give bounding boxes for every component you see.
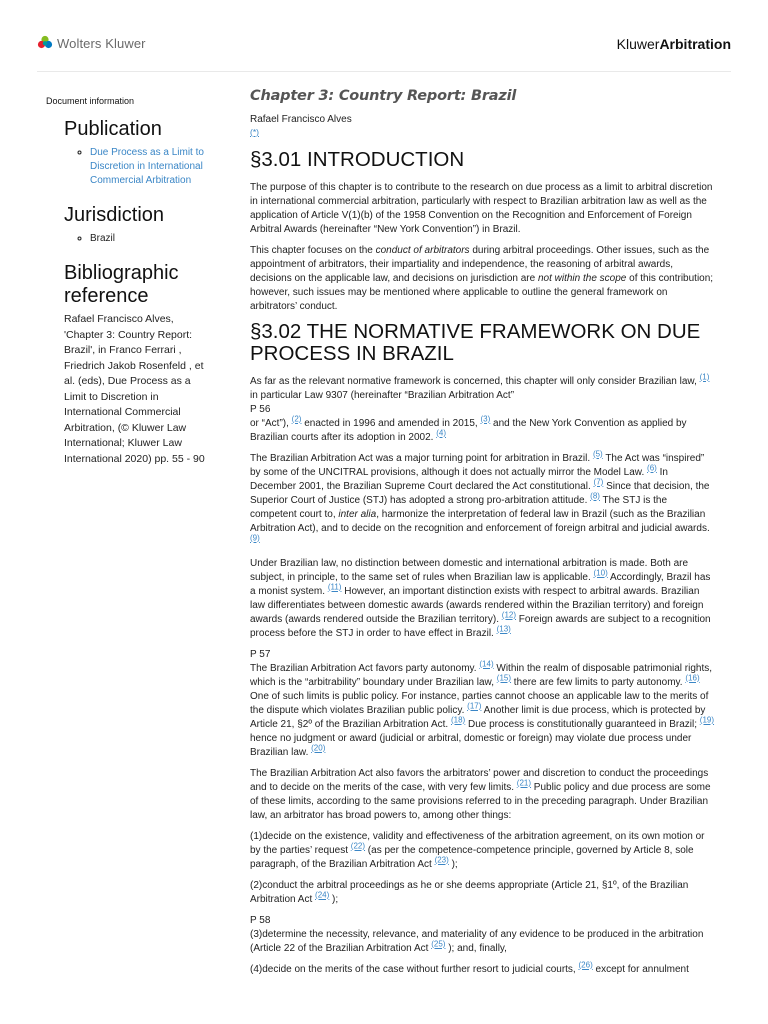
footnote-ref-25[interactable]: (25)	[431, 939, 446, 949]
text-span: ); and, finally,	[445, 943, 507, 954]
text-span: The Brazilian Arbitration Act favors party autonomy.	[250, 663, 480, 674]
emphasis-text: inter alia	[338, 509, 377, 520]
footnote-ref-8[interactable]: (8)	[590, 491, 600, 501]
paragraph	[250, 449, 716, 550]
footnote-ref-13[interactable]: (13)	[496, 624, 511, 634]
header-divider	[37, 71, 731, 72]
text-span: However, an important distinction exists with respect to arbitral awards. Brazilian law differentiates between domestic awards (awards rendered within the Brazilian territory) and foreign awards (awards rendered outside the Brazilian territory).	[250, 586, 704, 625]
text-span: The Act was “inspired” by some of the UNCITRAL provisions, although it does not actually mirror the Model Law.	[250, 453, 705, 478]
text-span: Another limit is due process, which is protected by Article 21, §2º of the Brazilian Arbitration Act.	[250, 705, 706, 730]
text-span: The Brazilian Arbitration Act was a major turning point for arbitration in Brazil.	[250, 453, 593, 464]
paragraph	[250, 372, 716, 445]
section-heading-introduction: §3.01 INTRODUCTION	[250, 148, 465, 171]
text-span: or “Act”),	[250, 418, 292, 429]
text-span: As far as the relevant normative framework is concerned, this chapter will only consider Brazilian law,	[250, 376, 700, 387]
kluwer-arbitration-logo[interactable]	[617, 36, 731, 52]
text-span: The Brazilian Arbitration Act also favors the arbitrators’ power and discretion to conduct the proceedings and to decide on the merits of the case, with very few limits.	[250, 768, 709, 793]
page-marker-56: P 56	[250, 404, 271, 415]
list-paragraph	[250, 879, 716, 907]
footnote-ref-21[interactable]: (21)	[516, 778, 532, 788]
text-span: (3)determine the necessity, relevance, and materiality of any evidence to be produced in the arbitration (Article 22 of the Brazilian Arbitration Act	[250, 929, 704, 954]
list-paragraph	[250, 914, 716, 956]
footnote-ref-10[interactable]: (10)	[593, 568, 608, 578]
bibliographic-reference-text: Rafael Francisco Alves, 'Chapter 3: Country Report: Brazil', in Franco Ferrari , Friedrich Jakob Rosenfeld , et al. (eds), Due Process as a Limit to Discretion in International Commercial Arbitration, (© Kluwer Law International; Kluwer Law International 2020) pp. 55 - 90	[64, 313, 205, 465]
text-span: (as per the competence-competence principle, governed by Article 8, sole paragraph, of the Brazilian Arbitration Act	[250, 845, 694, 870]
text-span: );	[448, 859, 458, 870]
footnote-ref-3[interactable]: (3)	[480, 414, 491, 424]
jurisdiction-item: ◦ Brazil	[90, 232, 206, 246]
text-span: Public policy and due process are some of these limits, according to the same provisions referred to in the preceding paragraph. Under Brazilian law, an arbitrator has broad powers to, among other things:	[250, 782, 711, 821]
text-span: (2)conduct the arbitral proceedings as he or she deems appropriate (Article 21, §1º, of the Brazilian Arbitration Act	[250, 880, 689, 905]
footnote-ref-24[interactable]: (24)	[315, 890, 330, 900]
paragraph	[250, 557, 716, 641]
publication-heading: Publication	[64, 118, 162, 140]
emphasis-text: not within the scope	[537, 273, 627, 284]
text-span: in particular Law 9307 (hereinafter “Brazilian Arbitration Act”	[250, 390, 515, 401]
paragraph	[250, 767, 716, 823]
document-information-label: Document information	[46, 96, 135, 106]
text-span: hence no judgment or award (judicial or arbitral, domestic or foreign) may violate due process under Brazilian law.	[250, 733, 692, 758]
text-span: , harmonize the interpretation of federal law in Brazil (such as the Brazilian Arbitration Act), and to decide on the recognition and enforcement of foreign arbitral and judicial awards.	[250, 509, 710, 534]
text-span: and the New York Convention as applied by Brazilian courts after its adoption in 2002.	[250, 418, 687, 443]
text-span: there are few limits to party autonomy.	[511, 677, 686, 688]
text-span: Accordingly, Brazil has a monist system.	[250, 572, 711, 597]
footnote-ref-5[interactable]: (5)	[592, 449, 603, 459]
list-paragraph	[250, 960, 716, 977]
text-span: enacted in 1996 and amended in 2015,	[301, 418, 481, 429]
footnote-ref-26[interactable]: (26)	[578, 960, 593, 970]
publication-link[interactable]: Due Process as a Limit to Discretion in International Commercial Arbitration	[90, 147, 204, 186]
sidebar-sections	[64, 118, 206, 467]
arbitration-logo-part: Arbitration	[659, 36, 731, 52]
text-span: Since that decision, the Superior Court of Justice (STJ) has adopted a strong pro-arbitration attitude.	[250, 481, 710, 506]
text-span: except for annulment	[592, 964, 689, 975]
author-name: Rafael Francisco Alves	[250, 114, 352, 125]
text-span: One of such limits is public policy. For instance, parties cannot choose an applicable law to the merits of the dispute which violates Brazilian public policy.	[250, 691, 709, 716]
footnote-ref-11[interactable]: (11)	[327, 582, 342, 592]
text-span: This chapter focuses on the	[250, 245, 376, 256]
sidebar	[46, 96, 206, 467]
page-marker-58: P 58	[250, 915, 271, 926]
brand[interactable]	[37, 35, 146, 51]
text-span: of this contribution; however, such issues may be mentioned where applicable to outline the general framework on arbitrators’ conduct.	[250, 273, 714, 312]
footnote-ref-1[interactable]: (1)	[699, 372, 710, 382]
text-span: Foreign awards are subject to a recognition process before the STJ in order to have effect in Brazil.	[250, 614, 711, 639]
footnote-ref-15[interactable]: (15)	[496, 673, 512, 683]
footnote-ref-19[interactable]: (19)	[699, 715, 715, 725]
page-marker-57: P 57	[250, 649, 271, 660]
footnote-ref-16[interactable]: (16)	[685, 673, 700, 683]
top-bar	[0, 0, 768, 72]
footnote-ref-23[interactable]: (23)	[434, 855, 449, 865]
text-span: Due process is constitutionally guaranteed in Brazil;	[465, 719, 700, 730]
footnote-ref-9[interactable]: (9)	[250, 533, 260, 543]
footnote-ref-6[interactable]: (6)	[647, 463, 657, 473]
paragraph: The purpose of this chapter is to contribute to the research on due process as a limit to arbitral discretion in international commercial arbitration, particularly with respect to Brazilian arbitration law as well as the application of Article V(1)(b) of the 1958 Convention on the Recognition and Enforcement of Foreign Arbitral Awards (hereinafter “New York Convention”) in Brazil.	[250, 182, 713, 235]
footnote-ref-12[interactable]: (12)	[501, 610, 517, 620]
footnote-ref-18[interactable]: (18)	[450, 715, 466, 725]
wolters-kluwer-logo-icon	[37, 35, 53, 51]
main-content	[250, 88, 716, 984]
footnote-ref-22[interactable]: (22)	[350, 841, 366, 851]
text-span: during arbitral proceedings. Other issues, such as the appointment of arbitrators, their impartiality and independence, the reasoning of arbitral awards, decisions on the applicable law, and decisions on jurisdiction are	[250, 245, 710, 284]
kluwer-logo-part: Kluwer	[616, 36, 660, 52]
text-span: (1)decide on the existence, validity and effectiveness of the arbitration agreement, on its own motion or by the parties’ request	[250, 831, 705, 856]
footnote-ref-4[interactable]: (4)	[436, 428, 446, 438]
footnote-ref-17[interactable]: (17)	[467, 701, 482, 711]
footnote-ref-7[interactable]: (7)	[593, 477, 604, 487]
bibliographic-reference-heading: Bibliographic reference	[64, 262, 179, 307]
chapter-title: Chapter 3: Country Report: Brazil	[250, 88, 517, 104]
section-heading-normative-framework: §3.02 THE NORMATIVE FRAMEWORK ON DUE PROCESS IN BRAZIL	[250, 320, 701, 365]
publication-item	[90, 146, 206, 188]
text-span: The STJ is the competent court to,	[250, 495, 668, 520]
text-span: Within the realm of disposable patrimonial rights, which is the “arbitrability” boundary under Brazilian law,	[250, 663, 713, 688]
text-span: Under Brazilian law, no distinction between domestic and international arbitration is made. Both are subject, in principle, to the same set of rules when Brazilian law is applicable.	[250, 558, 689, 583]
brand-name: Wolters Kluwer	[57, 35, 146, 51]
jurisdiction-list	[64, 232, 206, 246]
footnote-ref-20[interactable]: (20)	[311, 743, 326, 753]
paragraph	[250, 244, 716, 314]
emphasis-text: conduct of arbitrators	[375, 245, 470, 256]
text-span: (4)decide on the merits of the case without further resort to judicial courts,	[250, 964, 579, 975]
text-span: In December 2001, the Brazilian Supreme Court declared the Act constitutional.	[250, 467, 668, 492]
paragraph	[250, 648, 716, 760]
list-paragraph	[250, 830, 716, 872]
jurisdiction-heading: Jurisdiction	[64, 204, 165, 226]
footnote-ref-14[interactable]: (14)	[479, 659, 494, 669]
author-footnote-link[interactable]: (*)	[250, 127, 259, 137]
footnote-ref-2[interactable]: (2)	[291, 414, 302, 424]
publication-list	[64, 146, 206, 188]
text-span: );	[329, 894, 339, 905]
